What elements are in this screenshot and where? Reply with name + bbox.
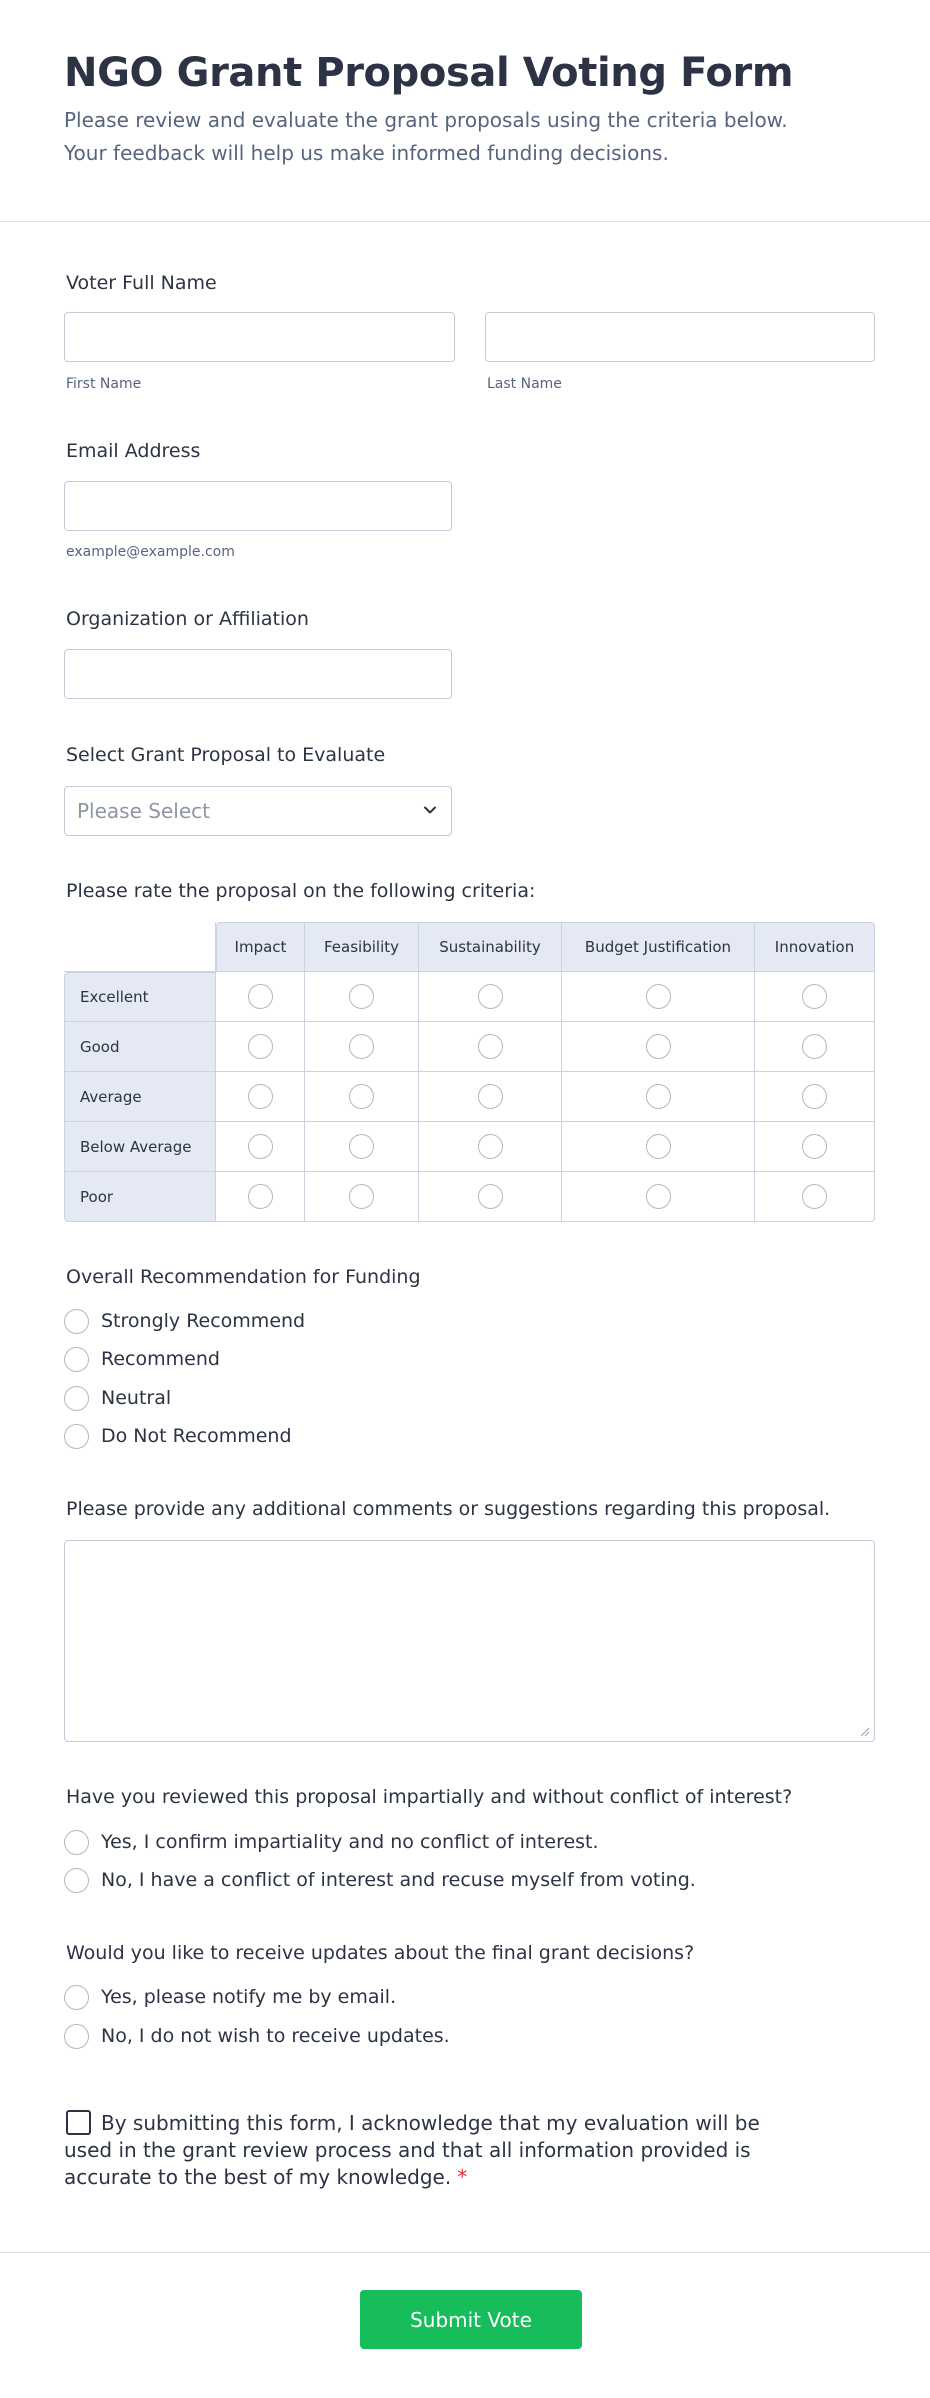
radio-circle[interactable] — [64, 1347, 89, 1372]
first-name-sublabel: First Name — [66, 376, 142, 392]
radio-updates-no[interactable] — [64, 2023, 450, 2049]
last-name-input[interactable] — [485, 312, 875, 362]
matrix-radio[interactable] — [478, 1134, 503, 1159]
matrix-radio[interactable] — [802, 1184, 827, 1209]
proposal-select-label: Select Grant Proposal to Evaluate — [66, 744, 386, 766]
radio-label: No, I have a conflict of interest and recuse myself from voting. — [101, 1869, 696, 1891]
radio-label: Do Not Recommend — [101, 1425, 292, 1447]
comments-label: Please provide any additional comments or suggestions regarding this proposal. — [66, 1498, 831, 1520]
radio-circle[interactable] — [64, 1309, 89, 1334]
matrix-row-label: Average — [64, 1072, 216, 1122]
matrix-radio[interactable] — [802, 1034, 827, 1059]
matrix-row — [64, 1022, 875, 1072]
matrix-row-label: Good — [64, 1022, 216, 1072]
impartiality-label: Have you reviewed this proposal impartially and without conflict of interest? — [66, 1786, 793, 1808]
first-name-input[interactable] — [64, 312, 455, 362]
matrix-radio[interactable] — [646, 1184, 671, 1209]
last-name-sublabel: Last Name — [487, 376, 562, 392]
submit-button[interactable]: Submit Vote — [360, 2290, 582, 2349]
matrix-radio[interactable] — [349, 1184, 374, 1209]
radio-circle[interactable] — [64, 1985, 89, 2010]
matrix-radio[interactable] — [802, 984, 827, 1009]
radio-label: Recommend — [101, 1348, 220, 1370]
matrix-row — [64, 1122, 875, 1172]
email-input[interactable] — [64, 481, 452, 531]
matrix-radio[interactable] — [248, 984, 273, 1009]
matrix-column-header: Feasibility — [305, 922, 419, 972]
matrix-row-label: Poor — [64, 1172, 216, 1222]
matrix-radio[interactable] — [478, 1084, 503, 1109]
acknowledgement-checkbox[interactable] — [66, 2110, 91, 2135]
matrix-radio[interactable] — [478, 1184, 503, 1209]
acknowledgement-text: By submitting this form, I acknowledge that my evaluation will be used in the grant review process and that all information provided is accurate to the best of my knowledge. — [64, 2111, 760, 2189]
resize-grip-icon[interactable] — [860, 1727, 870, 1737]
matrix-row-label: Excellent — [64, 972, 216, 1022]
matrix-radio[interactable] — [349, 984, 374, 1009]
radio-label: Strongly Recommend — [101, 1310, 306, 1332]
radio-label: Neutral — [101, 1387, 172, 1409]
email-sublabel: example@example.com — [66, 544, 235, 560]
radio-label: No, I do not wish to receive updates. — [101, 2025, 450, 2047]
proposal-select-value: Please Select — [77, 799, 210, 823]
radio-recommend[interactable] — [64, 1346, 220, 1372]
proposal-select[interactable] — [64, 786, 452, 836]
matrix-radio[interactable] — [478, 1034, 503, 1059]
matrix-row — [64, 1072, 875, 1122]
matrix-radio[interactable] — [802, 1134, 827, 1159]
matrix-column-header: Budget Justification — [562, 922, 755, 972]
rating-matrix — [64, 922, 875, 1222]
comments-textarea[interactable] — [64, 1540, 875, 1742]
matrix-radio[interactable] — [646, 1084, 671, 1109]
recommendation-label: Overall Recommendation for Funding — [66, 1266, 421, 1288]
form-subtitle: Please review and evaluate the grant proposals using the criteria below. Your feedback will help us make informed funding decisions. — [64, 108, 788, 165]
updates-label: Would you like to receive updates about the final grant decisions? — [66, 1942, 695, 1964]
radio-do-not-recommend[interactable] — [64, 1423, 292, 1449]
radio-updates-yes[interactable] — [64, 1984, 396, 2010]
radio-label: Yes, I confirm impartiality and no conflict of interest. — [101, 1831, 599, 1853]
voter-name-label: Voter Full Name — [66, 272, 217, 294]
matrix-radio[interactable] — [349, 1134, 374, 1159]
organization-input[interactable] — [64, 649, 452, 699]
radio-label: Yes, please notify me by email. — [101, 1986, 397, 2008]
radio-impartial-yes[interactable] — [64, 1829, 599, 1855]
matrix-radio[interactable] — [802, 1084, 827, 1109]
chevron-down-icon — [423, 803, 437, 817]
radio-circle[interactable] — [64, 1386, 89, 1411]
matrix-radio[interactable] — [646, 984, 671, 1009]
acknowledgement — [64, 2110, 784, 2191]
radio-circle[interactable] — [64, 1868, 89, 1893]
matrix-radio[interactable] — [248, 1184, 273, 1209]
matrix-column-header: Sustainability — [419, 922, 562, 972]
radio-circle[interactable] — [64, 1830, 89, 1855]
email-label: Email Address — [66, 440, 201, 462]
matrix-radio[interactable] — [248, 1084, 273, 1109]
matrix-row-label: Below Average — [64, 1122, 216, 1172]
required-mark: * — [457, 2165, 468, 2189]
matrix-column-header: Impact — [216, 922, 305, 972]
matrix-radio[interactable] — [646, 1134, 671, 1159]
matrix-corner — [64, 922, 216, 972]
matrix-radio[interactable] — [478, 984, 503, 1009]
matrix-row — [64, 972, 875, 1022]
matrix-column-header: Innovation — [755, 922, 875, 972]
matrix-radio[interactable] — [248, 1034, 273, 1059]
radio-circle[interactable] — [64, 1424, 89, 1449]
radio-strongly-recommend[interactable] — [64, 1308, 305, 1334]
matrix-radio[interactable] — [349, 1084, 374, 1109]
rating-label: Please rate the proposal on the following criteria: — [66, 880, 536, 902]
matrix-radio[interactable] — [248, 1134, 273, 1159]
form-header — [0, 0, 930, 222]
organization-label: Organization or Affiliation — [66, 608, 309, 630]
matrix-row — [64, 1172, 875, 1222]
radio-impartial-no[interactable] — [64, 1867, 696, 1893]
matrix-radio[interactable] — [646, 1034, 671, 1059]
radio-neutral[interactable] — [64, 1385, 171, 1411]
matrix-radio[interactable] — [349, 1034, 374, 1059]
form-title: NGO Grant Proposal Voting Form — [64, 50, 794, 96]
radio-circle[interactable] — [64, 2024, 89, 2049]
